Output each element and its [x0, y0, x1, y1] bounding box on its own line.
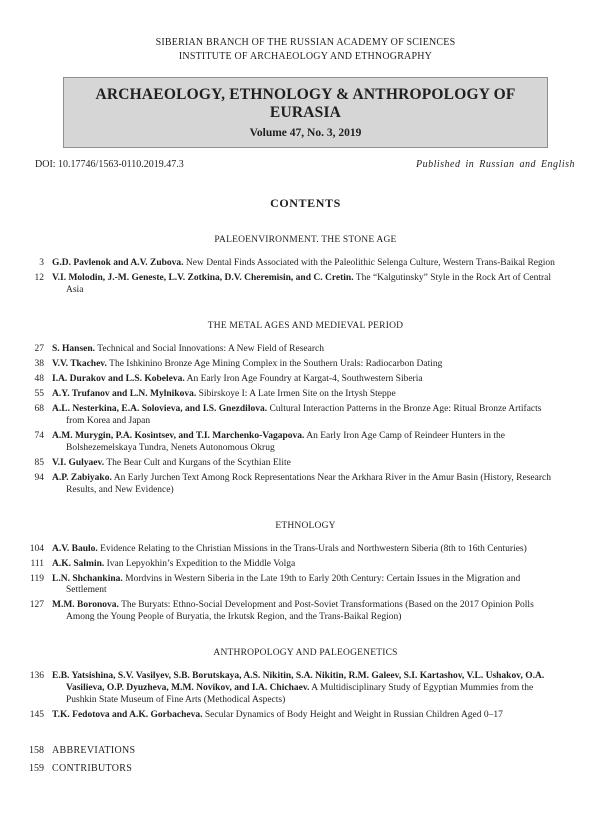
entry-authors: A.K. Salmin. — [52, 558, 105, 569]
toc-entry — [20, 574, 561, 598]
back-matter-page-number: 159 — [29, 763, 44, 775]
entry-page-number: 119 — [30, 573, 44, 584]
entry-authors: I.A. Durakov and L.S. Kobeleva. — [52, 373, 185, 384]
section-entries — [0, 258, 611, 297]
entry-text — [52, 473, 561, 497]
toc-section — [0, 321, 611, 497]
entry-authors: V.I. Gulyaev. — [52, 457, 105, 468]
entry-page-number: 85 — [34, 457, 44, 468]
entry-page-number: 55 — [34, 388, 44, 399]
entry-title: The Bear Cult and Kurgans of the Scythian Elite — [106, 457, 291, 468]
section-title: ETHNOLOGY — [275, 520, 336, 531]
toc-entry — [20, 258, 561, 270]
back-matter-label: CONTRIBUTORS — [52, 763, 133, 775]
toc-entry — [20, 559, 561, 571]
contents-sections — [0, 235, 611, 722]
entry-page-number: 27 — [34, 343, 44, 354]
entry-authors: A.M. Murygin, P.A. Kosintsev, and T.I. Marchenko-Vagapova. — [52, 430, 305, 441]
entry-authors: V.V. Tkachev. — [52, 358, 107, 369]
entry-authors: A.P. Zabiyako. — [52, 472, 112, 483]
entry-authors: G.D. Pavlenok and A.V. Zubova. — [52, 258, 184, 268]
entry-text — [52, 544, 527, 556]
entry-authors: T.K. Fedotova and A.K. Gorbacheva. — [52, 710, 203, 721]
toc-entry — [20, 600, 561, 624]
toc-entry — [20, 359, 561, 371]
meta-row — [35, 159, 575, 170]
toc-entry — [20, 374, 561, 386]
back-matter-page-number: 158 — [29, 745, 44, 757]
entry-text — [52, 273, 561, 297]
entry-text — [52, 671, 561, 707]
toc-entry — [20, 344, 561, 356]
entry-page-number: 68 — [34, 403, 44, 414]
section-title: PALEOENVIRONMENT. THE STONE AGE — [214, 235, 397, 245]
entry-title: Ivan Lepyokhin’s Expedition to the Middle Volga — [106, 558, 296, 569]
entry-title: Evidence Relating to the Christian Missions in the Trans-Urals and Northwestern Siberia (8th to 16th Centuries) — [100, 543, 527, 554]
published-language-text: Published in Russian and English — [416, 159, 575, 170]
journal-title: ARCHAEOLOGY, ETHNOLOGY & ANTHROPOLOGY OF EURASIA — [95, 86, 516, 121]
toc-entry — [20, 273, 561, 297]
entry-title: The Ishkinino Bronze Age Mining Complex in the Southern Urals: Radiocarbon Dating — [109, 358, 443, 369]
entry-title: Secular Dynamics of Body Height and Weight in Russian Children Aged 0–17 — [204, 710, 503, 721]
entry-text — [52, 258, 555, 270]
toc-entry — [20, 710, 561, 722]
entry-title: Technical and Social Innovations: A New Field of Research — [97, 343, 324, 354]
entry-page-number: 127 — [29, 600, 44, 611]
section-title: THE METAL AGES AND MEDIEVAL PERIOD — [207, 320, 404, 331]
entry-text — [52, 431, 561, 455]
back-matter — [0, 744, 611, 775]
entry-title: An Early Iron Age Foundry at Kargat-4, Southwestern Siberia — [186, 373, 423, 384]
entry-page-number: 104 — [29, 543, 44, 554]
entry-title: The Buryats: Ethno-Social Development and Post-Soviet Transformations (Based on the 2017 Opinion Polls Among the Young People of Buryatia, the Irkutsk Region, and the Trans-Baikal Region) — [66, 600, 534, 623]
entry-text — [52, 374, 423, 386]
back-matter-row — [20, 762, 561, 775]
entry-title: A Multidisciplinary Study of Egyptian Mummies from the Pushkin State Museum of Fine Arts (Methodical Aspects) — [66, 683, 534, 706]
journal-volume: Volume 47, No. 3, 2019 — [249, 127, 362, 139]
entry-authors: S. Hansen. — [52, 343, 96, 354]
entry-page-number: 111 — [30, 558, 44, 569]
entry-page-number: 3 — [39, 258, 44, 268]
entry-page-number: 74 — [34, 430, 44, 441]
toc-entry — [20, 431, 561, 455]
entry-authors: L.N. Shchankina. — [52, 573, 123, 584]
entry-page-number: 48 — [34, 373, 44, 384]
entry-title: Sibirskoye I: A Late Irmen Site on the Irtysh Steppe — [198, 388, 396, 399]
entry-title: An Early Iron Age Camp of Reindeer Hunters in the Bolshezemelskaya Tundra, Nenets Autonomous Okrug — [66, 430, 505, 453]
section-entries — [0, 671, 611, 722]
entry-text — [52, 559, 295, 571]
entry-authors: A.L. Nesterkina, E.A. Solovieva, and I.S. Gnezdilova. — [52, 403, 268, 414]
entry-page-number: 12 — [34, 272, 44, 283]
toc-section — [0, 521, 611, 625]
entry-title: New Dental Finds Associated with the Paleolithic Selenga Culture, Western Trans-Baikal Region — [185, 258, 555, 268]
entry-page-number: 38 — [34, 358, 44, 369]
entry-page-number: 145 — [29, 710, 44, 721]
org-line-2: INSTITUTE OF ARCHAEOLOGY AND ETHNOGRAPHY — [178, 51, 433, 62]
entry-text — [52, 344, 324, 356]
entry-text — [52, 404, 561, 428]
toc-entry — [20, 458, 561, 470]
entry-authors: E.B. Yatsishina, S.V. Vasilyev, S.B. Borutskaya, A.S. Nikitin, S.A. Nikitin, R.M. Galeev, S.I. Kartashov, V.L. Ushakov, O.A. Vasilieva, O.P. Dyuzheva, M.M. Novikov, and I.A. Chichaev. — [52, 671, 545, 694]
back-matter-label: ABBREVIATIONS — [52, 745, 136, 757]
entry-authors: A.Y. Trufanov and L.N. Mylnikova. — [52, 388, 197, 399]
entry-title: Cultural Interaction Patterns in the Bronze Age: Ritual Bronze Artifacts from Korea and Japan — [66, 403, 542, 426]
entry-page-number: 136 — [29, 671, 44, 682]
contents-heading: CONTENTS — [270, 196, 341, 210]
section-title: ANTHROPOLOGY AND PALEOGENETICS — [213, 648, 398, 659]
entry-title: Mordvins in Western Siberia in the Late 19th to Early 20th Century: Certain Issues in the Migration and Settlement — [66, 573, 521, 596]
entry-page-number: 94 — [34, 472, 44, 483]
entry-authors: V.I. Molodin, J.-M. Geneste, L.V. Zotkina, D.V. Cheremisin, and C. Cretin. — [52, 272, 354, 283]
organization-header — [0, 36, 611, 64]
entry-text — [52, 359, 442, 371]
toc-section — [0, 235, 611, 297]
section-entries — [0, 544, 611, 625]
entry-authors: M.M. Boronova. — [52, 600, 119, 611]
back-matter-row — [20, 744, 561, 757]
entry-title: An Early Jurchen Text Among Rock Representations Near the Arkhara River in the Amur Basin (History, Research Results, and New Evidence) — [66, 472, 551, 495]
toc-section — [0, 648, 611, 722]
entry-text — [52, 389, 396, 401]
entry-text — [52, 574, 561, 598]
toc-entry — [20, 544, 561, 556]
toc-entry — [20, 671, 561, 707]
toc-entry — [20, 389, 561, 401]
section-entries — [0, 344, 611, 497]
journal-title-box — [63, 77, 548, 148]
toc-entry — [20, 473, 561, 497]
org-line-1: SIBERIAN BRANCH OF THE RUSSIAN ACADEMY OF SCIENCES — [155, 37, 456, 48]
entry-authors: A.V. Baulo. — [52, 543, 98, 554]
entry-text — [52, 600, 561, 624]
entry-title: The “Kalgutinsky” Style in the Rock Art of Central Asia — [66, 272, 552, 295]
toc-entry — [20, 404, 561, 428]
entry-text — [52, 710, 503, 722]
entry-text — [52, 458, 291, 470]
doi-text: DOI: 10.17746/1563-0110.2019.47.3 — [35, 159, 184, 170]
